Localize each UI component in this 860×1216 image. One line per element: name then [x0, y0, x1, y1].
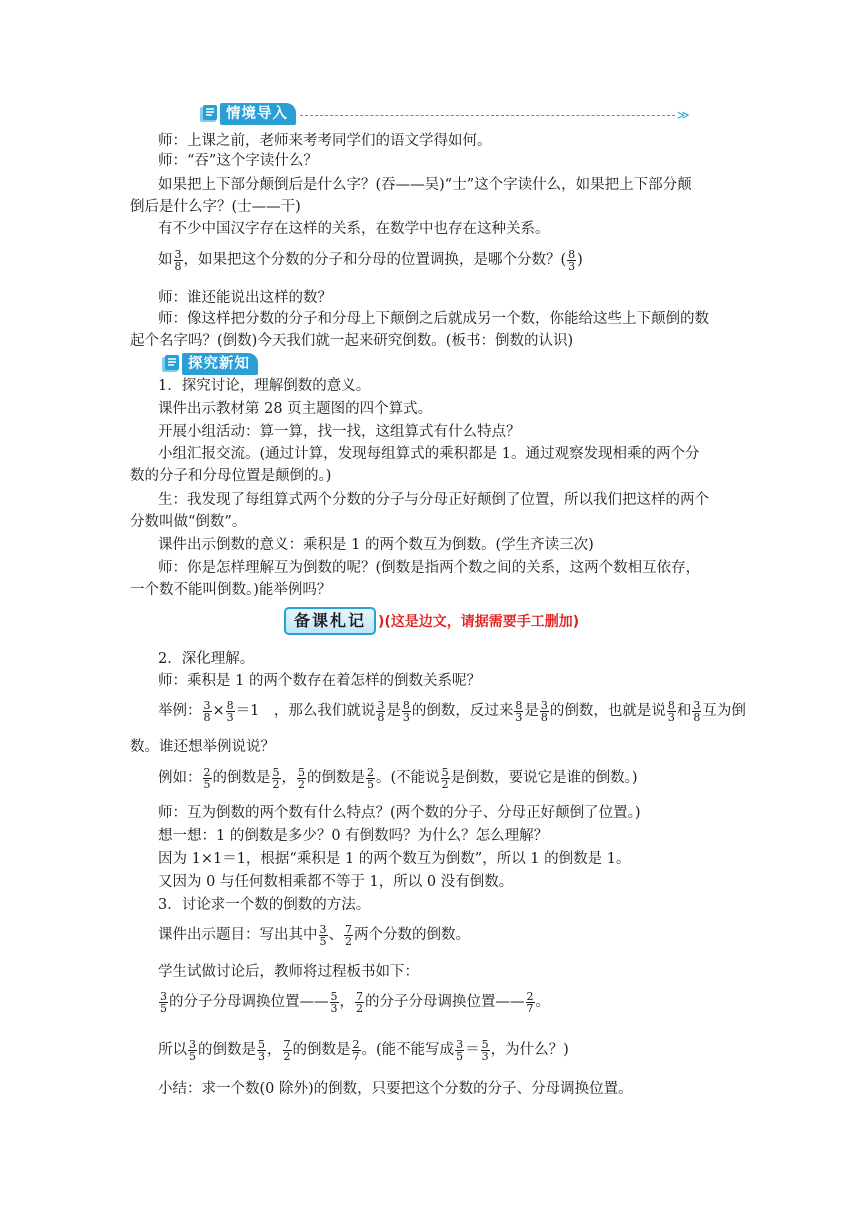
text-line: 课件出示倒数的意义：乘积是 1 的两个数互为倒数。(学生齐读三次)	[158, 537, 594, 553]
note-box: 备课札记	[284, 607, 376, 635]
section-header-explore	[160, 353, 258, 375]
text-line: 师：像这样把分数的分子和分母上下颠倒之后就成另一个数，你能给这些上下颠倒的数	[158, 311, 709, 327]
fraction: $\frac{3}{8}$	[693, 698, 701, 724]
text-line: 师：“吞”这个字读什么？	[158, 153, 318, 169]
text-line: 因为 1×1＝1，根据“乘积是 1 的两个数互为倒数”，所以 1 的倒数是 1。	[158, 851, 631, 867]
text-line: 1．探究讨论，理解倒数的意义。	[158, 378, 371, 394]
fraction: $\frac{8}{3}$	[226, 698, 234, 724]
text-line: 所以 $\frac{3}{5}$ 的倒数是 $\frac{5}{3}$ ， $\frac{7}{2}$ 的倒数是 $\frac{2}{7}$ 。(能不能写成 $\frac{3}{5}$ ＝ $\frac{5}{3}$ ，为什么？)	[158, 1037, 569, 1063]
section-title: 探究新知	[182, 353, 258, 375]
fraction: $\frac{3}{5}$	[319, 922, 327, 948]
section-title: 情境导入	[220, 103, 296, 125]
text-line: 师：你是怎样理解互为倒数的呢？(倒数是指两个数之间的关系，这两个数相互依存，	[158, 560, 701, 576]
double-arrow-icon: ≫	[677, 108, 690, 122]
fraction: $\frac{7}{2}$	[345, 922, 352, 948]
text-line: 一个数不能叫倒数。)能举例吗？	[130, 582, 332, 598]
text-line: 小组汇报交流。(通过计算，发现每组算式的乘积都是 1。通过观察发现相乘的两个分	[158, 446, 700, 462]
divider	[300, 115, 675, 116]
section-header-intro	[198, 103, 296, 125]
fraction: $\frac{2}{7}$	[526, 989, 534, 1015]
fraction: $\frac{2}{7}$	[352, 1037, 360, 1063]
fraction: $\frac{2}{5}$	[203, 765, 211, 791]
fraction: $\frac{2}{5}$	[367, 765, 374, 791]
text: )	[577, 252, 583, 268]
book-icon	[198, 103, 220, 125]
text: ，如果把这个分数的分子和分母的位置调换，是哪个分数？(	[183, 252, 567, 268]
fraction: $\frac{3}{8}$	[174, 247, 182, 273]
fraction: $\frac{3}{8}$	[540, 698, 548, 724]
fraction: $\frac{7}{2}$	[283, 1037, 291, 1063]
text-line: 3．讨论求一个数的倒数的方法。	[158, 897, 371, 913]
fraction: $\frac{8}{3}$	[402, 698, 410, 724]
text-line: 数。谁还想举例说说？	[130, 739, 275, 755]
fraction: $\frac{8}{3}$	[568, 247, 576, 273]
fraction: $\frac{5}{3}$	[481, 1037, 489, 1063]
text-line: 想一想：1 的倒数是多少？0 有倒数吗？为什么？怎么理解？	[158, 828, 549, 844]
fraction: $\frac{8}{3}$	[667, 698, 675, 724]
text-line: 例如： $\frac{2}{5}$ 的倒数是 $\frac{5}{2}$ ， $\frac{5}{2}$ 的倒数是 $\frac{2}{5}$ 。(不能说 $\frac{5}{2}$ 是倒数，要说它是谁的倒数。)	[158, 765, 638, 791]
text-line: 起个名字吗？(倒数)今天我们就一起来研究倒数。(板书：倒数的认识)	[130, 333, 574, 349]
fraction: $\frac{7}{2}$	[356, 989, 363, 1015]
text-line: 学生试做讨论后，教师将过程板书如下：	[158, 964, 419, 980]
text-line: 生：我发现了每组算式两个分数的分子与分母正好颠倒了位置，所以我们把这样的两个	[158, 492, 709, 508]
text: 如	[158, 252, 173, 268]
fraction: $\frac{3}{8}$	[203, 698, 211, 724]
text-line: 数的分子和分母位置是颠倒的。)	[130, 468, 332, 484]
fraction: $\frac{3}{5}$	[456, 1037, 464, 1063]
text-line: 倒后是什么字？(士——干)	[130, 199, 301, 215]
text-line: 2．深化理解。	[158, 651, 255, 667]
text-line: 如果把上下部分颠倒后是什么字？(吞——吴)“士”这个字读什么，如果把上下部分颠	[158, 177, 692, 193]
text-line: 课件出示题目：写出其中 $\frac{3}{5}$ 、 $\frac{7}{2}$ 两个分数的倒数。	[158, 922, 470, 948]
text-line: 小结：求一个数(0 除外)的倒数，只要把这个分数的分子、分母调换位置。	[158, 1081, 633, 1097]
text-line: 举例： $\frac{3}{8}$ × $\frac{8}{3}$ ＝1 ，那么我们就说 $\frac{3}{8}$ 是 $\frac{8}{3}$ 的倒数，反过来 $\frac{8}{3}$ 是 $\frac{3}{8}$ 的倒数，也就是说 $\frac{8}{3}$ 和 $\frac{3}{8}$ 互为倒	[158, 698, 746, 724]
text-line: 师：乘积是 1 的两个数存在着怎样的倒数关系呢？	[158, 673, 481, 689]
fraction: $\frac{5}{3}$	[330, 989, 338, 1015]
book-icon	[160, 353, 182, 375]
fraction: $\frac{3}{5}$	[160, 989, 167, 1015]
fraction: $\frac{5}{2}$	[272, 765, 280, 791]
text-line	[158, 246, 583, 274]
note-remark: )(这是边文，请据需要手工删加)	[378, 614, 580, 630]
fraction: $\frac{3}{8}$	[377, 698, 385, 724]
fraction: $\frac{8}{3}$	[515, 698, 523, 724]
text-line: 分数叫做“倒数”。	[130, 514, 247, 530]
margin-note	[284, 607, 579, 635]
text-line: 有不少中国汉字存在这样的关系，在数学中也存在这种关系。	[158, 221, 550, 237]
fraction: $\frac{3}{5}$	[189, 1037, 196, 1063]
fraction: $\frac{5}{3}$	[258, 1037, 265, 1063]
fraction: $\frac{5}{2}$	[298, 765, 305, 791]
text-line: 师：上课之前，老师来考考同学们的语文学得如何。	[158, 133, 492, 149]
fraction: $\frac{5}{2}$	[441, 765, 449, 791]
text-line: $\frac{3}{5}$ 的分子分母调换位置—— $\frac{5}{3}$ ， $\frac{7}{2}$ 的分子分母调换位置—— $\frac{2}{7}$ 。	[160, 989, 550, 1015]
text-line: 开展小组活动：算一算，找一找，这组算式有什么特点？	[158, 424, 521, 440]
text-line: 又因为 0 与任何数相乘都不等于 1，所以 0 没有倒数。	[158, 874, 514, 890]
text-line: 课件出示教材第 28 页主题图的四个算式。	[158, 401, 433, 417]
text-line: 师：互为倒数的两个数有什么特点？(两个数的分子、分母正好颠倒了位置。)	[158, 805, 641, 821]
text-line: 师：谁还能说出这样的数？	[158, 290, 332, 306]
